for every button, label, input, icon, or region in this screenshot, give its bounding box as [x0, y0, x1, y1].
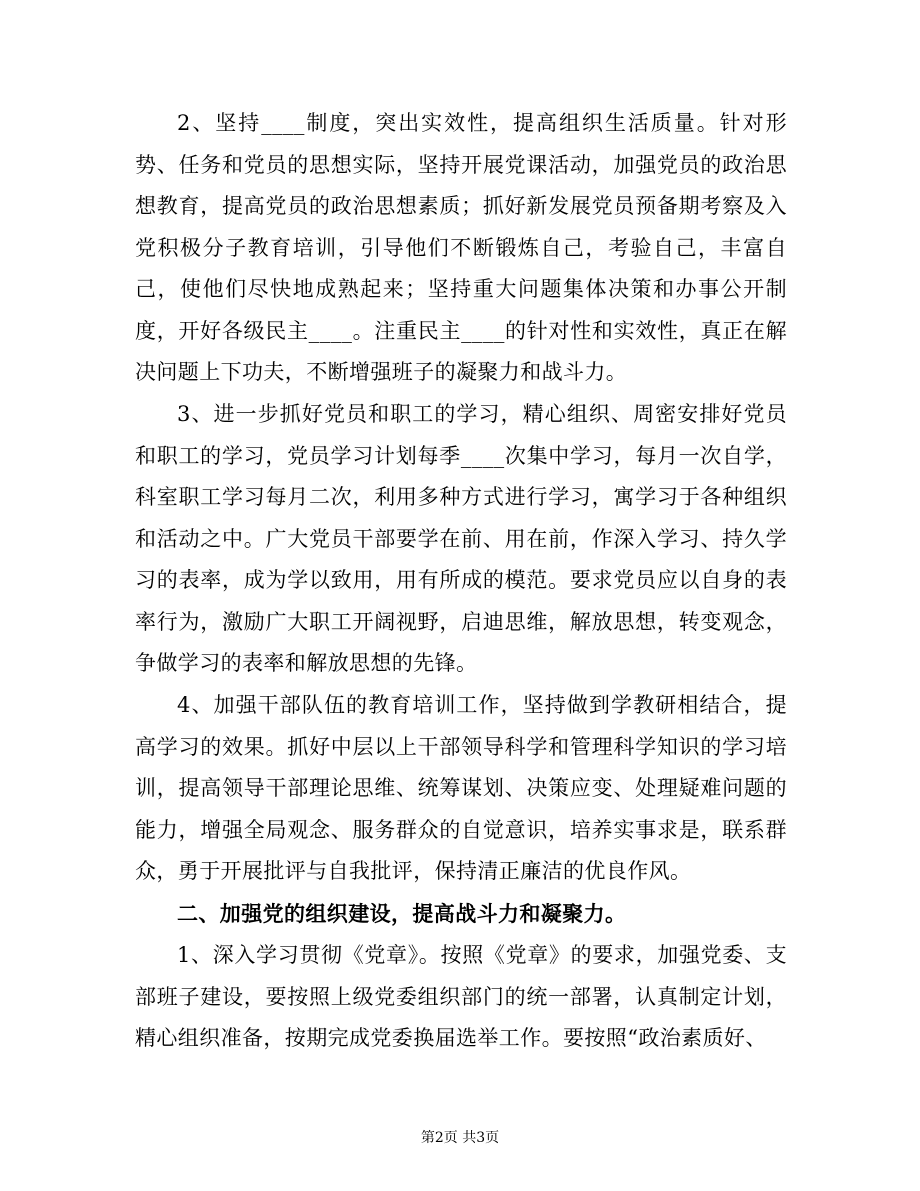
paragraph-item-4: 4、加强干部队伍的教育培训工作，坚持做到学教研相结合，提高学习的效果。抓好中层以上干部领导科学和管理科学知识的学习培训，提高领导干部理论思维、统筹谋划、决策应变、处理疑难问题的能力，增强全局观念、服务群众的自觉意识，培养实事求是，联系群众，勇于开展批评与自我批评，保持清正廉洁的优良作风。	[135, 693, 787, 883]
document-body	[135, 103, 787, 1060]
paragraph-item-section2-1: 1、深入学习贯彻《党章》。按照《党章》的要求，加强党委、支部班子建设，要按照上级党委组织部门的统一部署，认真制定计划，精心组织准备，按期完成党委换届选举工作。要按照“政治素质好、	[135, 943, 787, 1050]
page-footer	[0, 1128, 920, 1148]
paragraph-item-3: 3、进一步抓好党员和职工的学习，精心组织、周密安排好党员和职工的学习，党员学习计划每季____次集中学习，每月一次自学，科室职工学习每月二次，利用多种方式进行学习，寓学习于各种组织和活动之中。广大党员干部要学在前、用在前，作深入学习、持久学习的表率，成为学以致用，用有所成的模范。要求党员应以自身的表率行为，激励广大职工开阔视野，启迪思维，解放思想，转变观念，争做学习的表率和解放思想的先锋。	[135, 402, 787, 675]
paragraph-item-2: 2、坚持____制度，突出实效性，提高组织生活质量。针对形势、任务和党员的思想实际，坚持开展党课活动，加强党员的政治思想教育，提高党员的政治思想素质；抓好新发展党员预备期考察及入党积极分子教育培训，引导他们不断锻炼自己，考验自己，丰富自己，使他们尽快地成熟起来；坚持重大问题集体决策和办事公开制度，开好各级民主____。注重民主____的针对性和实效性，真正在解决问题上下功夫，不断增强班子的凝聚力和战斗力。	[135, 111, 787, 384]
page-number-label: 第2页 共3页	[420, 1130, 500, 1146]
section-heading: 二、加强党的组织建设，提高战斗力和凝聚力。	[177, 901, 627, 926]
